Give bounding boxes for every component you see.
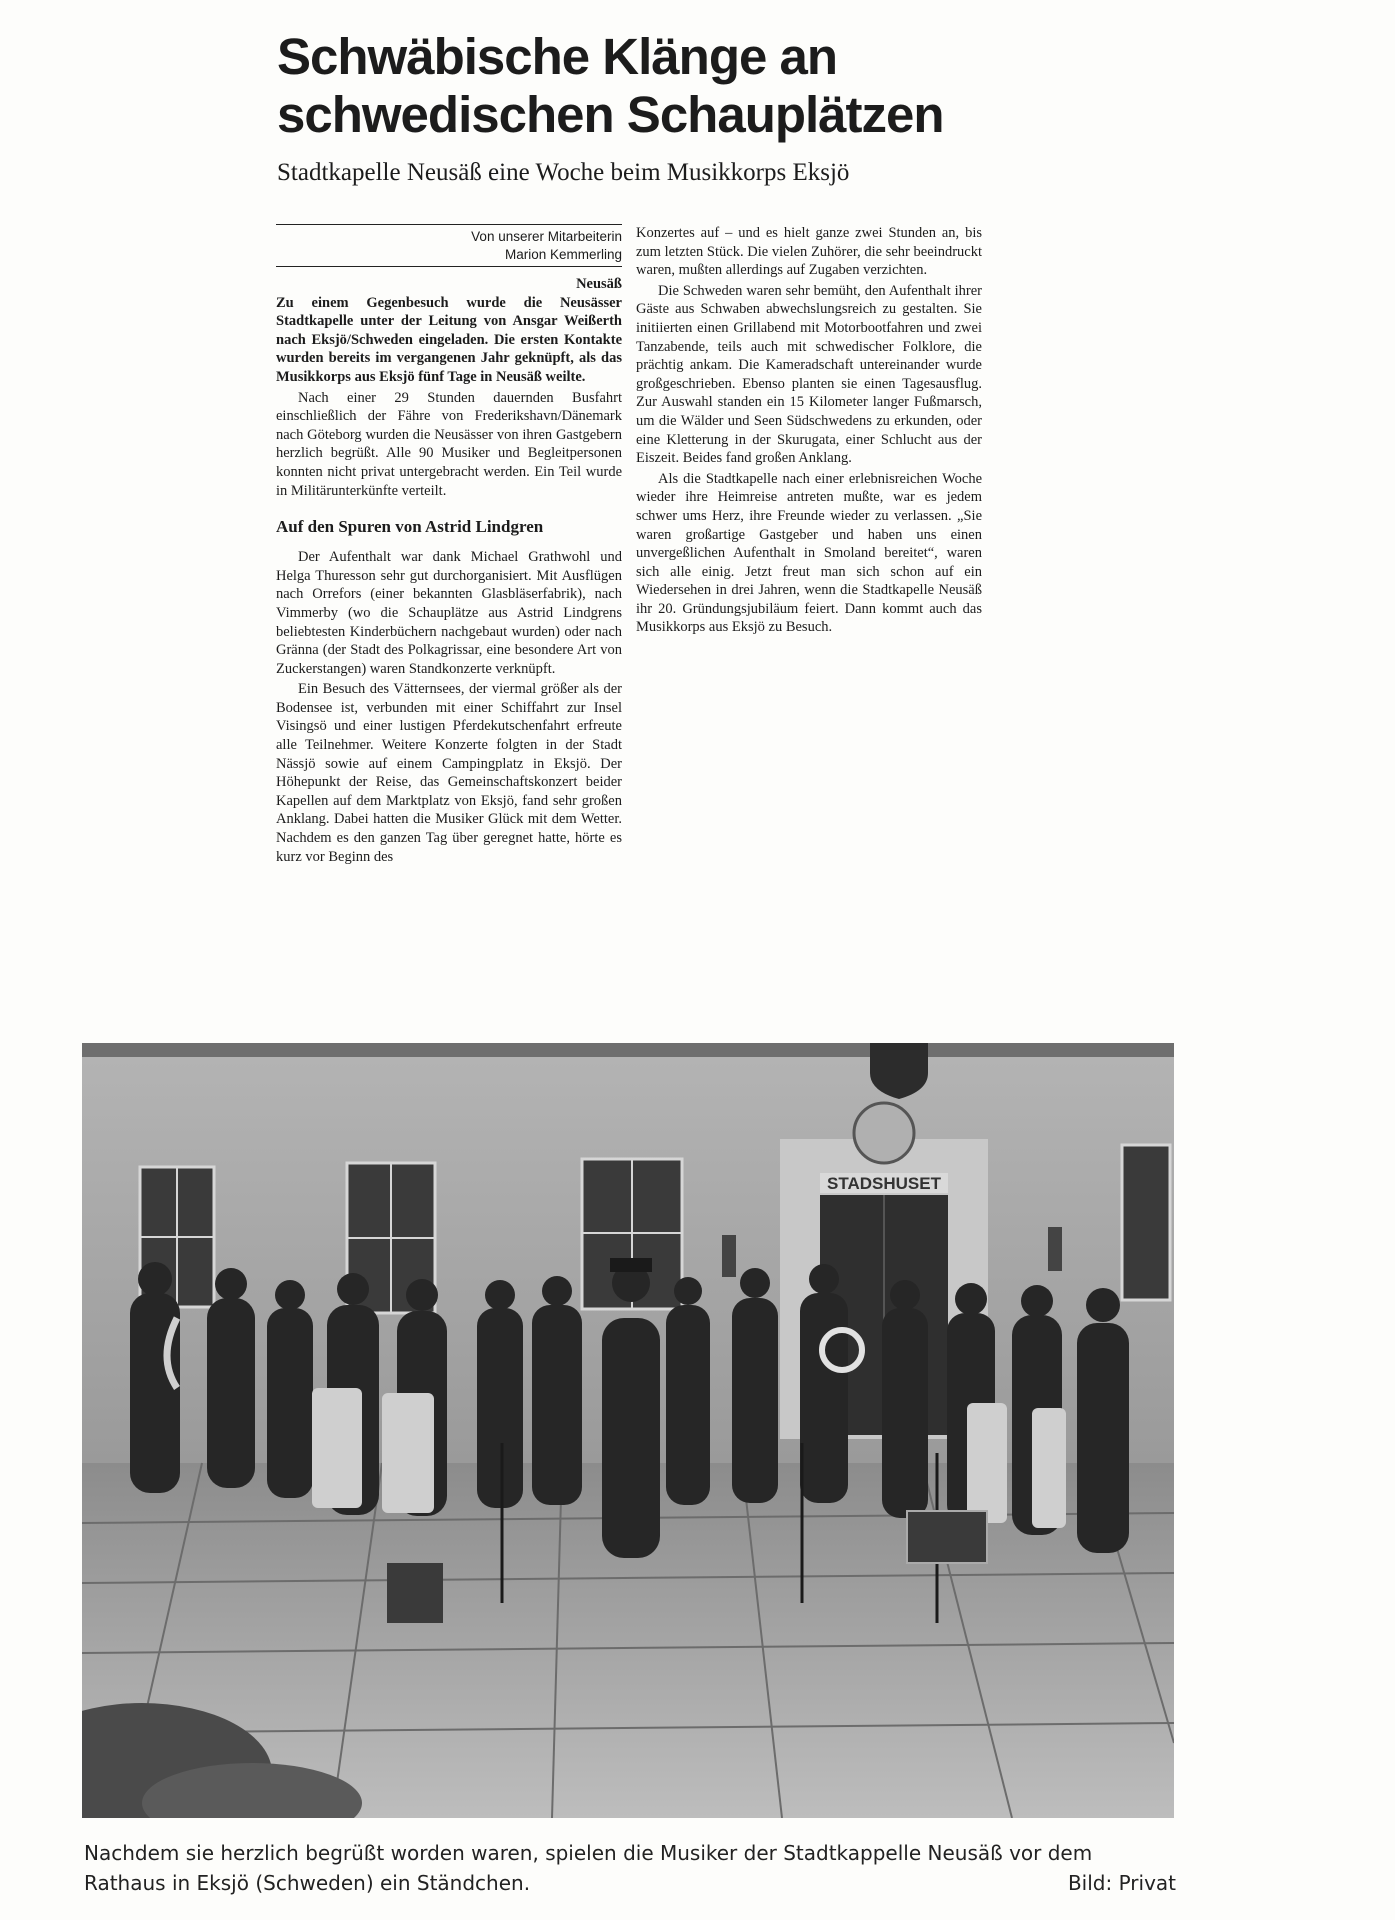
article-photo [82,1043,1174,1818]
body-paragraph: Die Schweden waren sehr bemüht, den Aufenthalt ihrer Gäste aus Schwaben abwechslungsreich zu gestalten. Sie initiierten einen Grillabend mit Motorbootfahren und zwei Tanzabende, teils auch mit schwedischer Folklore, die prächtig ankam. Die Kameradschaft untereinander wurde großgeschrieben. Ebenso planten sie einen Tagesausflug. Zur Auswahl standen ein 15 Kilometer langer Fußmarsch, um die Wälder und Seen Südschwedens zu erkunden, oder eine Kletterung in der Skurugata, einer Schlucht aus der Eiszeit. Beides fand großen Anklang. [636,282,982,467]
byline [276,225,622,266]
window [1122,1145,1170,1300]
music-stand-icon [907,1511,987,1563]
subheadline: Stadtkapelle Neusäß eine Woche beim Musikkorps Eksjö [277,159,850,186]
conductor [602,1318,660,1558]
headline [277,28,1037,144]
body-paragraph: Ein Besuch des Vätternsees, der viermal größer als der Bodensee ist, verbunden mit einer Schiffahrt zur Insel Visingsö und einer lustigen Pferdekutschenfahrt erfreute alle Teilnehmer. Weitere Konzerte folgten in der Stadt Nässjö sowie auf einem Campingplatz in Eksjö. Der Höhepunkt der Reise, das Gemeinschaftskonzert beider Kapellen auf dem Marktplatz von Eksjö, fand sehr großen Anklang. Dabei hatten die Musiker Glück mit dem Wetter. Nachdem es den ganzen Tag über geregnet hatte, hörte es kurz vor Beginn des [276,681,622,865]
byline-role: Von unserer Mitarbeiterin [471,229,622,244]
wall-lamp-icon [1048,1227,1062,1271]
section-heading: Auf den Spuren von Astrid Lindgren [276,517,544,537]
lead-paragraph: Zu einem Gegenbesuch wurde die Neusässer Stadtkapelle unter der Leitung von Ansgar Weißerth nach Eksjö/Schweden eingeladen. Die ersten Kontakte wurden bereits im vergangenen Jahr geknüpft, als das Musikkorps aus Eksjö fünf Tage in Neusäß weilte. [276,294,622,385]
photo-credit: Bild: Privat [1067,1871,1176,1895]
byline-author: Marion Kemmerling [504,247,622,262]
headline-line-1: Schwäbische Klänge an [277,28,838,85]
instrument-case [387,1563,443,1623]
wall-lamp-icon [722,1235,736,1277]
dateline: Neusäß [576,276,622,292]
byline-bottom-rule [276,266,622,267]
band-photo-illustration [82,1043,1174,1818]
building-sign: STADSHUSET [827,1174,941,1193]
headline-line-2: schwedischen Schauplätzen [277,86,944,143]
photo-caption [84,1838,1176,1898]
article-column-1 [276,224,622,866]
body-paragraph: Als die Stadtkapelle nach einer erlebnisreichen Woche wieder ihre Heimreise antreten mußte, war es jedem schwer ums Herz, ihre Freunde wieder zu verlassen. „Sie waren großartige Gastgeber und haben uns einen unvergeßlichen Aufenthalt in Smoland bereitet“, waren sich alle einig. Jetzt freut man sich schon auf ein Wiedersehen in drei Jahren, wenn die Stadtkapelle Neusäß ihr 20. Gründungsjubiläum feiert. Dann kommt auch das Musikkorps aus Eksjö zu Besuch. [636,470,982,636]
body-paragraph: Konzertes auf – und es hielt ganze zwei Stunden an, bis zum letzten Stück. Die vielen Zuhörer, die sehr beeindruckt waren, mußten allerdings auf Zugaben verzichten. [636,225,982,279]
body-paragraph: Der Aufenthalt war dank Michael Grathwohl und Helga Thuresson sehr gut durchorganisiert. Mit Ausflügen nach Orrefors (einer bekannten Glasbläserfabrik), nach Vimmerby (wo die Schauplätze aus Astrid Lindgrens beliebtesten Kinderbüchern nachgebaut wurden) oder nach Gränna (der Stadt des Polkagrissar, eine besondere Art von Zuckerstangen) waren Standkonzerte verknüpft. [276,549,622,677]
body-paragraph: Nach einer 29 Stunden dauernden Busfahrt einschließlich der Fähre von Frederikshavn/Dänemark nach Göteborg wurden die Neusässer von ihren Gastgebern herzlich begrüßt. Alle 90 Musiker und Begleitpersonen konnten nicht privat untergebracht werden. Ein Teil wurde in Militärunterkünfte verteilt. [276,389,622,499]
caption-text: Nachdem sie herzlich begrüßt worden waren, spielen die Musiker der Stadtkappelle Neusäß vor dem Rathaus in Eksjö (Schweden) ein Ständchen. [84,1841,1093,1895]
article-column-2 [636,224,982,637]
